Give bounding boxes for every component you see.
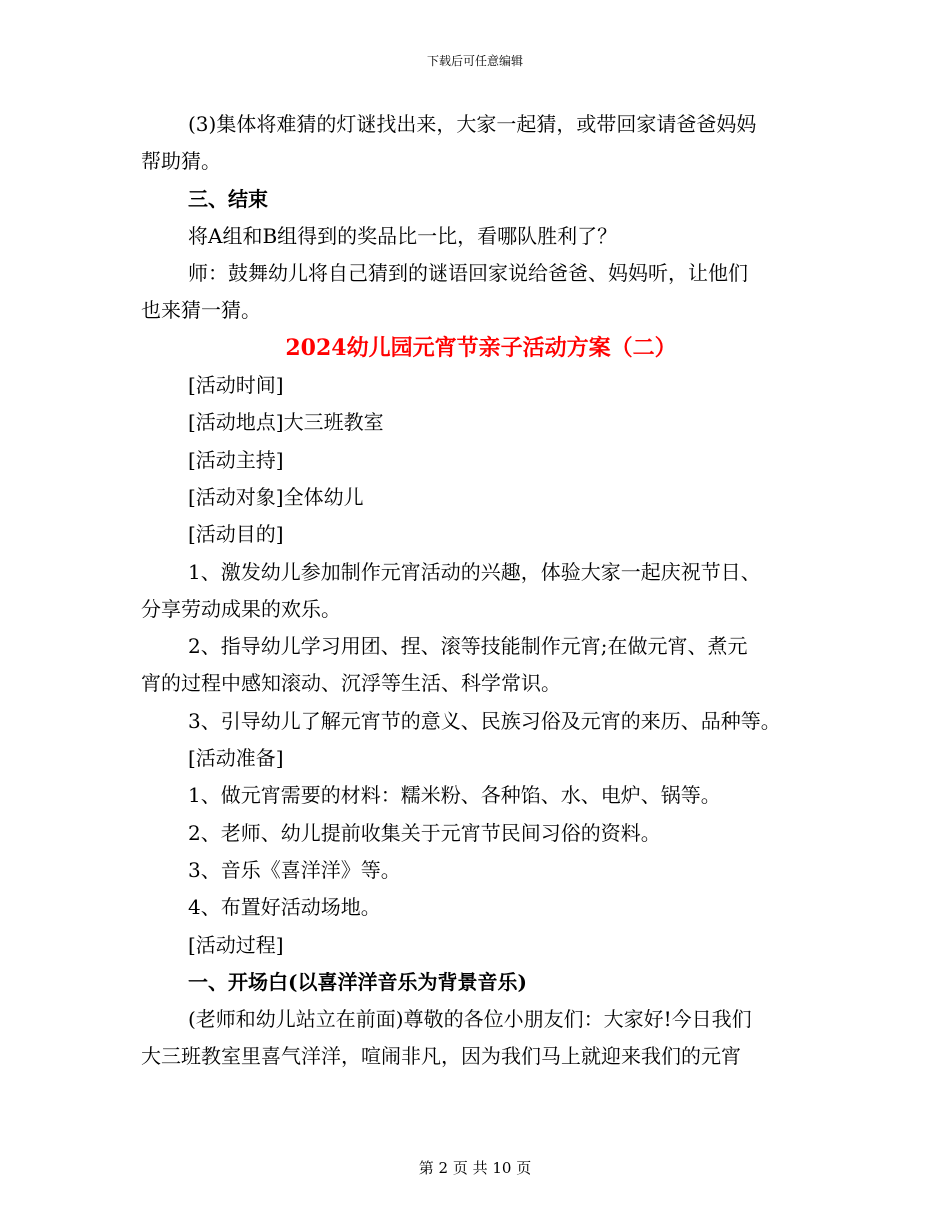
field-label: [活动主持] — [188, 447, 284, 472]
list-item-line: 宵的过程中感知滚动、沉浮等生活、科学常识。 — [141, 671, 561, 696]
section-heading: 一、开场白(以喜洋洋音乐为背景音乐) — [188, 969, 527, 994]
field-label: [活动准备] — [188, 746, 284, 771]
document-body — [141, 106, 831, 1076]
paragraph-line: 师：鼓舞幼儿将自己猜到的谜语回家说给爸爸、妈妈听，让他们 — [188, 261, 748, 286]
list-item-line: 4、布置好活动场地。 — [188, 895, 381, 920]
list-item-line: 3、音乐《喜洋洋》等。 — [188, 857, 401, 882]
list-item-line: 1、做元宵需要的材料：糯米粉、各种馅、水、电炉、锅等。 — [188, 783, 721, 808]
paragraph-line: (老师和幼儿站立在前面)尊敬的各位小朋友们：大家好!今日我们 — [188, 1007, 752, 1032]
paragraph-line: 也来猜一猜。 — [141, 298, 261, 323]
page-header: 下载后可任意编辑 — [426, 54, 523, 68]
field-label: [活动过程] — [188, 932, 284, 957]
paragraph-line: 大三班教室里喜气洋洋，喧闹非凡，因为我们马上就迎来我们的元宵 — [141, 1044, 741, 1069]
list-item-line: 2、指导幼儿学习用团、捏、滚等技能制作元宵;在做元宵、煮元 — [188, 634, 748, 659]
list-item-line: 3、引导幼儿了解元宵节的意义、民族习俗及元宵的来历、品种等。 — [188, 708, 781, 733]
list-item-line: 1、激发幼儿参加制作元宵活动的兴趣，体验大家一起庆祝节日、 — [188, 559, 761, 584]
document-title: 2024幼儿园元宵节亲子活动方案（二） — [285, 334, 677, 361]
paragraph-line: (3)集体将难猜的灯谜找出来，大家一起猜，或带回家请爸爸妈妈 — [188, 112, 757, 136]
field-label: [活动目的] — [188, 522, 284, 547]
section-heading: 三、结束 — [188, 186, 268, 211]
field-label: [活动时间] — [188, 373, 284, 398]
page-footer: 第 2 页 共 10 页 — [418, 1159, 532, 1177]
list-item-line: 2、老师、幼儿提前收集关于元宵节民间习俗的资料。 — [188, 820, 661, 845]
field-label: [活动对象]全体幼儿 — [188, 484, 364, 509]
paragraph-line: 帮助猜。 — [141, 149, 221, 174]
list-item-line: 分享劳动成果的欢乐。 — [141, 596, 341, 621]
paragraph-line: 将A组和B组得到的奖品比一比，看哪队胜利了？ — [188, 223, 618, 248]
field-label: [活动地点]大三班教室 — [188, 410, 384, 435]
